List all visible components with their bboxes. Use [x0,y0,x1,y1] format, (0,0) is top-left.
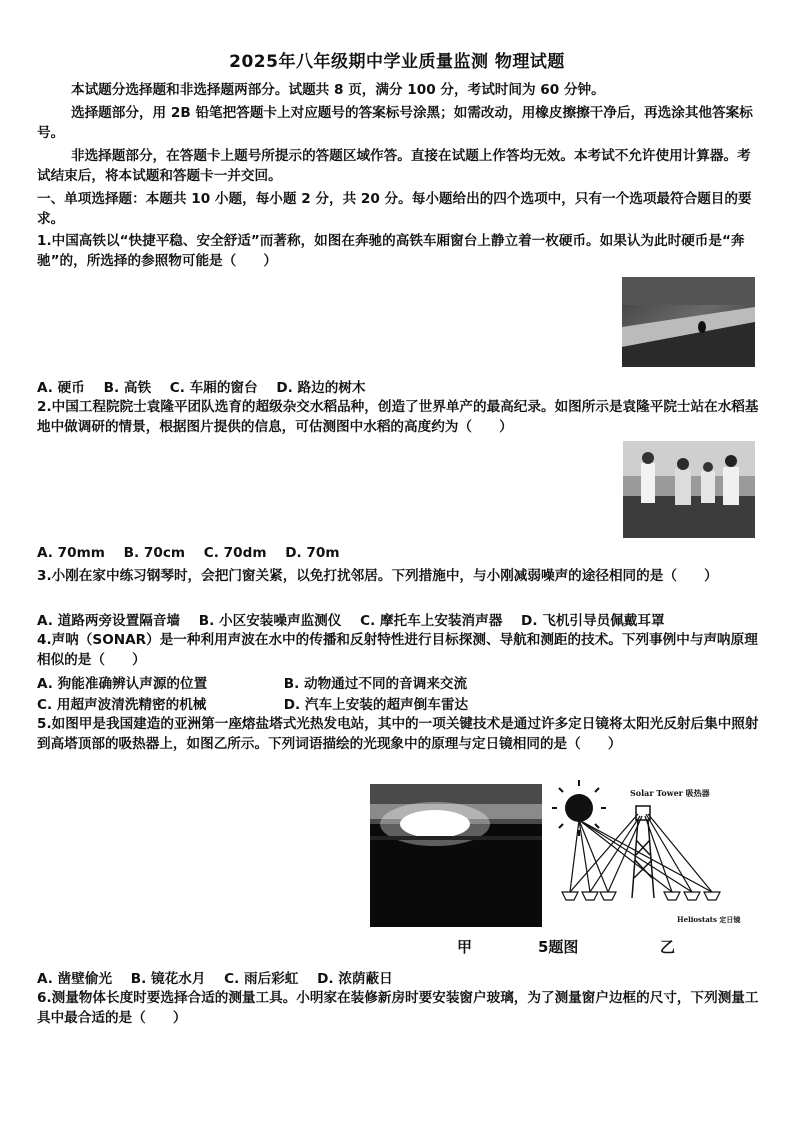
q1-option-b: B. 高铁 [103,380,152,396]
solar-station-photo [370,784,542,927]
q2-option-b: B. 70cm [123,545,186,561]
figure-5-caption: 5题图 [538,938,579,956]
q4-option-b: B. 动物通过不同的音调来交流 [283,676,468,692]
q5-option-c: C. 雨后彩虹 [224,971,299,987]
question-4-options-row1 [37,672,481,692]
q1-option-d: D. 路边的树木 [276,380,366,396]
instruction-1: 本试题分选择题和非选择题两部分。试题共 8 页，满分 100 分，考试时间为 60 分钟。 [71,82,605,98]
q2-option-c: C. 70dm [203,545,267,561]
question-3-options [37,609,679,629]
question-2-options [37,545,353,561]
q2-option-d: D. 70m [285,545,340,561]
question-2-stem: 2.中国工程院院士袁隆平团队选育的超级杂交水稻品种，创造了世界单产的最高纪录。如图所示是袁隆平院士站在水稻基地中做调研的情景，根据图片提供的信息，可估测图中水稻的高度约为（ ） [37,399,759,435]
q3-option-a: A. 道路两旁设置隔音墙 [37,613,181,629]
heliostat-diagram [552,780,742,930]
question-1-options [37,376,380,396]
question-5-options [37,967,407,987]
question-5-stem: 5.如图甲是我国建造的亚洲第一座熔盐塔式光热发电站，其中的一项关键技术是通过许多定日镜将太阳光反射后集中照射到高塔顶部的吸热器上，如图乙所示。下列词语描绘的光现象中的原理与定日镜相同的是（ ） [37,716,759,752]
q1-option-a: A. 硬币 [37,380,85,396]
q4-option-a: A. 狗能准确辨认声源的位置 [37,676,208,692]
q2-option-a: A. 70mm [37,545,105,561]
mirror-label: Heliostats 定日镜 [677,915,741,924]
question-4-stem: 4.声呐（SONAR）是一种利用声波在水中的传播和反射特性进行目标探测、导航和测距的技术。下列事例中与声呐原理相似的是（ ） [37,632,758,668]
q3-option-b: B. 小区安装噪声监测仪 [198,613,342,629]
q4-option-c: C. 用超声波清洗精密的机械 [37,697,207,713]
q3-option-d: D. 飞机引导员佩戴耳罩 [521,613,665,629]
instruction-2: 选择题部分，用 2B 铅笔把答题卡上对应题号的答案标号涂黑；如需改动，用橡皮擦擦干净后，再选涂其他答案标号。 [37,105,753,141]
q3-option-c: C. 摩托车上安装消声器 [360,613,503,629]
q5-option-a: A. 凿壁偷光 [37,971,113,987]
tower-label: Solar Tower 吸热器 [630,788,710,798]
figure-5-label-right: 乙 [660,938,676,956]
question-6-stem: 6.测量物体长度时要选择合适的测量工具。小明家在装修新房时要安装窗户玻璃，为了测量窗户边框的尺寸，下列测量工具中最合适的是（ ） [37,990,759,1026]
q4-option-d: D. 汽车上安装的超声倒车雷达 [283,697,469,713]
instruction-3: 非选择题部分，在答题卡上题号所提示的答题区域作答。直接在试题上作答均无效。本考试不允许使用计算器。考试结束后，将本试题和答题卡一并交回。 [37,148,751,184]
figure-5-label-left: 甲 [457,938,473,956]
q5-option-d: D. 浓荫蔽日 [317,971,393,987]
page-title: 2025年八年级期中学业质量监测 物理试题 [229,52,565,72]
section-heading: 一、单项选择题：本题共 10 小题，每小题 2 分，共 20 分。每小题给出的四个选项中，只有一个选项最符合题目的要求。 [37,191,752,227]
question-4-options-row2 [37,693,482,713]
rice-field-photo [623,441,755,538]
question-1-stem: 1.中国高铁以“快捷平稳、安全舒适”而著称，如图在奔驰的高铁车厢窗台上静立着一枚硬币。如果认为此时硬币是“奔驰”的，所选择的参照物可能是（ ） [37,233,745,269]
q5-option-b: B. 镜花水月 [130,971,206,987]
train-window-coin-photo [622,277,755,367]
question-3-stem: 3.小刚在家中练习钢琴时，会把门窗关紧，以免打扰邻居。下列措施中，与小刚减弱噪声的途径相同的是（ ） [37,568,718,584]
q1-option-c: C. 车厢的窗台 [169,380,258,396]
